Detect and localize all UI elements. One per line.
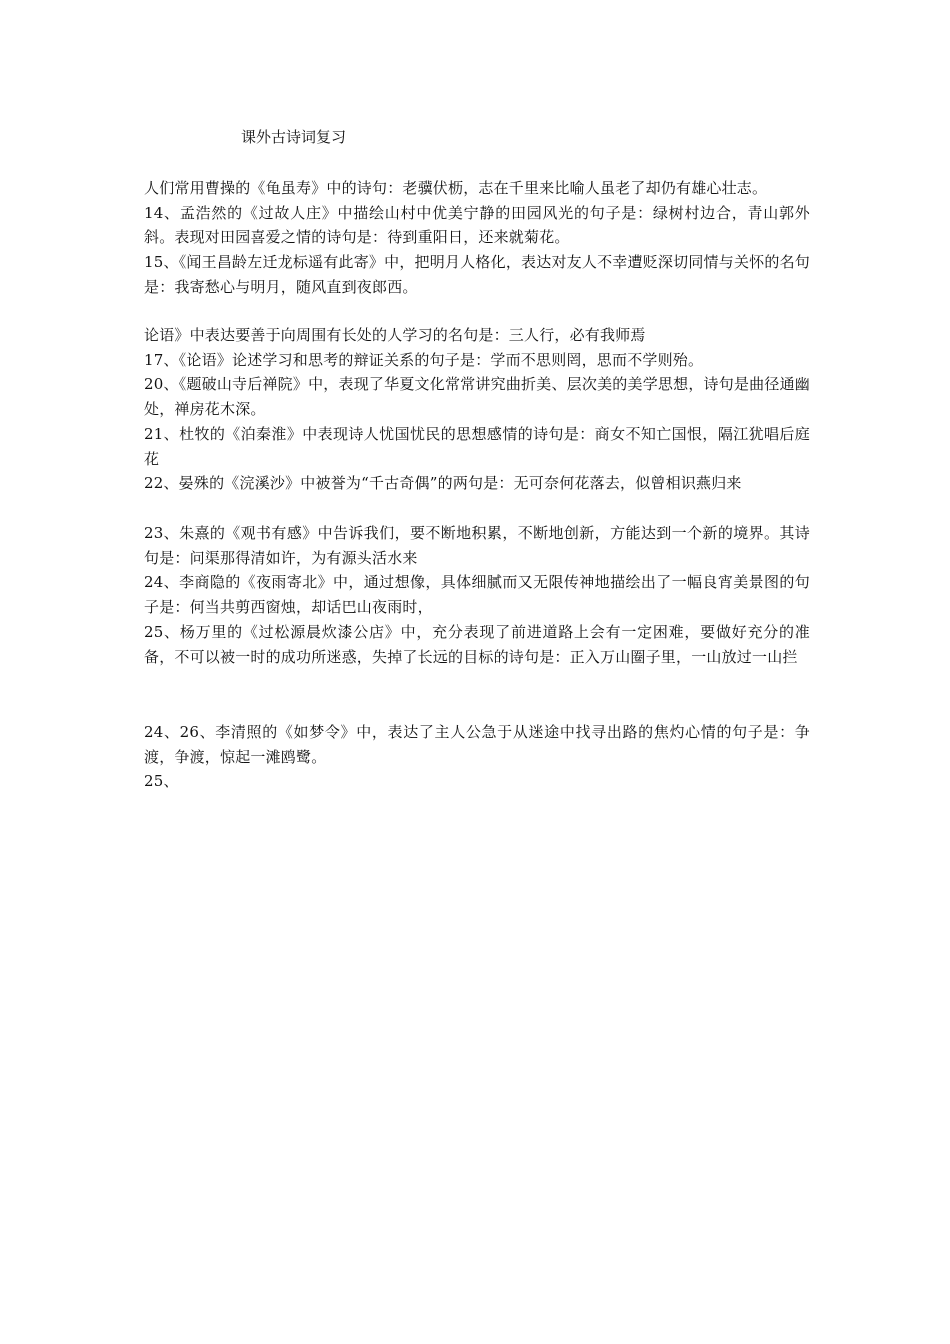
paragraph: 24、26、李清照的《如梦令》中，表达了主人公急于从迷途中找寻出路的焦灼心情的句子是：争渡，争渡，惊起一滩鸥鹭。 [144, 723, 810, 766]
paragraph: 22、晏殊的《浣溪沙》中被誉为“千古奇偶”的两句是：无可奈何花落去，似曾相识燕归来 [144, 474, 742, 493]
paragraph: 20、《题破山寺后禅院》中，表现了华夏文化常常讲究曲折美、层次美的美学思想，诗句是曲径通幽处，禅房花木深。 [144, 375, 810, 419]
paragraph: 17、《论语》论述学习和思考的辩证关系的句子是：学而不思则罔，思而不学则殆。 [144, 350, 704, 369]
section-4 [144, 720, 810, 794]
paragraph: 15、《闻王昌龄左迁龙标遥有此寄》中，把明月人格化，表达对友人不幸遭贬深切同情与关怀的名句是：我寄愁心与明月，随风直到夜郎西。 [144, 253, 810, 296]
paragraph: 14、孟浩然的《过故人庄》中描绘山村中优美宁静的田园风光的句子是：绿树村边合，青山郭外斜。表现对田园喜爱之情的诗句是：待到重阳日，还来就菊花。 [144, 203, 810, 247]
section-3 [144, 521, 810, 669]
section-2 [144, 323, 810, 496]
paragraph: 25、 [144, 772, 179, 791]
paragraph: 25、杨万里的《过松源晨炊漆公店》中，充分表现了前进道路上会有一定困难，要做好充分的准备，不可以被一时的成功所迷惑，失掉了长远的目标的诗句是：正入万山圈子里，一山放过一山拦 [144, 622, 810, 666]
paragraph: 23、朱熹的《观书有感》中告诉我们，要不断地积累，不断地创新，方能达到一个新的境界。其诗句是：问渠那得清如许，为有源头活水来 [144, 524, 810, 567]
section-1 [144, 176, 810, 300]
paragraph: 24、李商隐的《夜雨寄北》中，通过想像，具体细腻而又无限传神地描绘出了一幅良宵美景图的句子是：何当共剪西窗烛，却话巴山夜雨时， [144, 573, 810, 617]
paragraph: 论语》中表达要善于向周围有长处的人学习的名句是：三人行，必有我师焉 [144, 326, 646, 344]
document-title: 课外古诗词复习 [241, 128, 347, 146]
paragraph: 21、杜牧的《泊秦淮》中表现诗人忧国忧民的思想感情的诗句是：商女不知亡国恨，隔江犹唱后庭花 [144, 424, 810, 468]
paragraph: 人们常用曹操的《龟虽寿》中的诗句：老骥伏枥，志在千里来比喻人虽老了却仍有雄心壮志。 [144, 179, 768, 197]
